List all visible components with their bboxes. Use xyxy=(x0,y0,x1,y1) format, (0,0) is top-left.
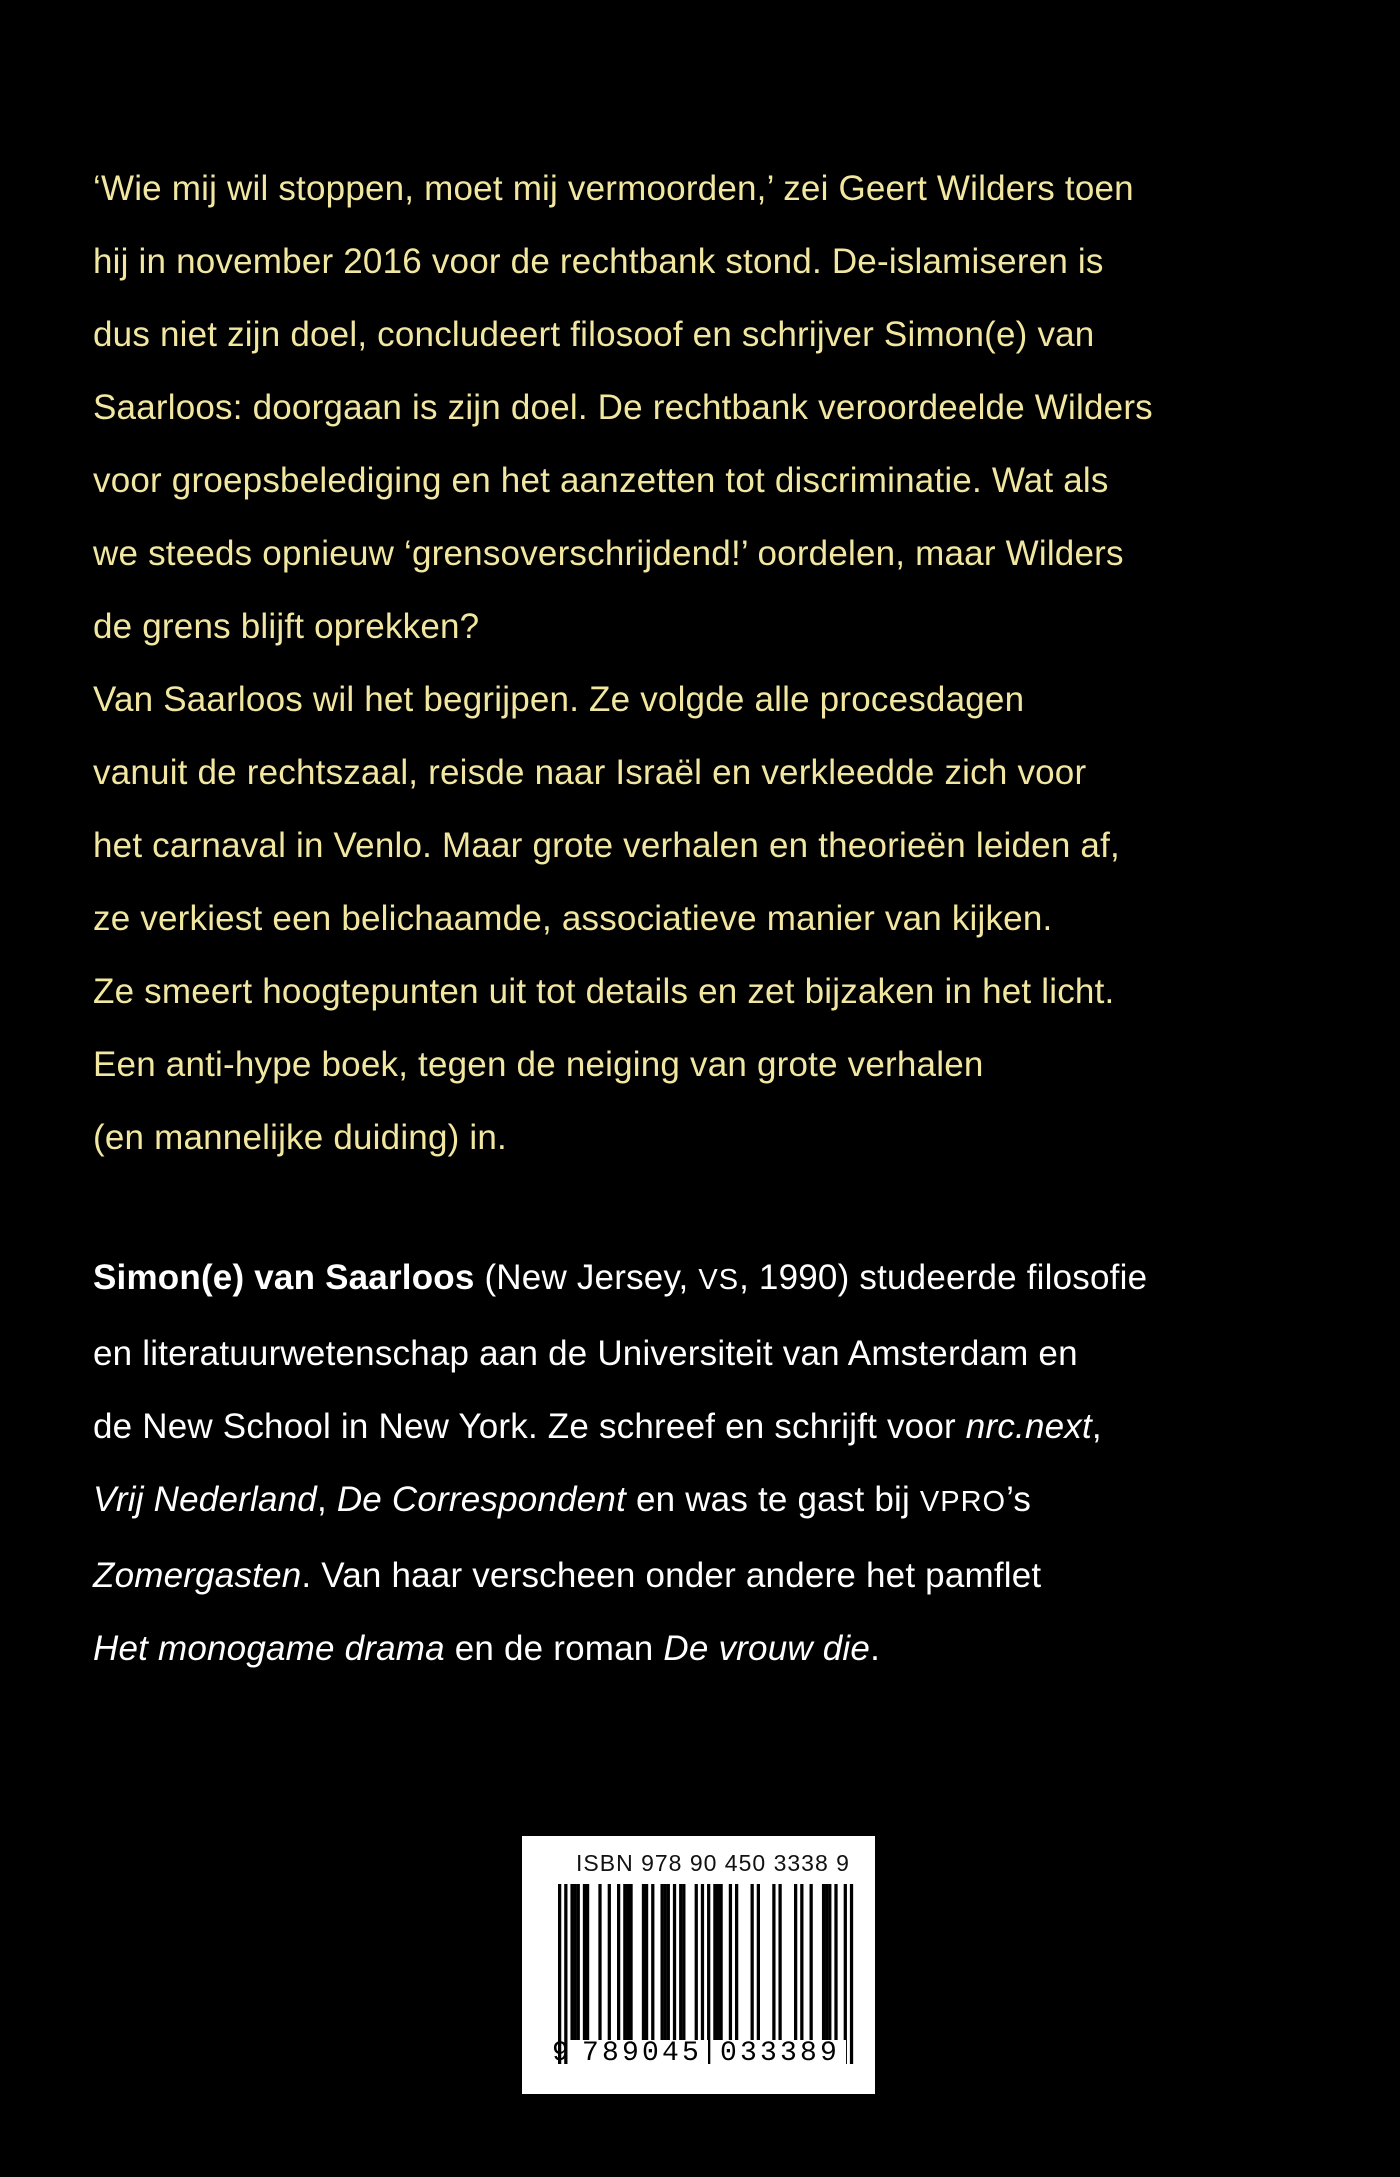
bio-line xyxy=(93,1463,1333,1539)
bio-line xyxy=(93,1612,1333,1685)
bio-text: (New Jersey, xyxy=(474,1258,699,1297)
blurb-line: vanuit de rechtszaal, reisde naar Israël en verkleedde zich voor xyxy=(93,753,1087,792)
blurb-line: de grens blijft oprekken? xyxy=(93,607,480,646)
book-title: Het monogame drama xyxy=(93,1629,445,1668)
broadcaster-name: VPRO xyxy=(919,1486,1007,1518)
blurb-line: ze verkiest een belichaamde, associatieve manier van kijken. xyxy=(93,899,1053,938)
bio-line xyxy=(93,1390,1333,1463)
blurb-line: Een anti-hype boek, tegen de neiging van grote verhalen xyxy=(93,1045,984,1084)
bio-line: en literatuurwetenschap aan de Universiteit van Amsterdam en xyxy=(93,1334,1078,1373)
bio-text: , xyxy=(1091,1407,1102,1446)
program-title: Zomergasten xyxy=(93,1556,302,1595)
publication-title: nrc.next xyxy=(965,1407,1092,1446)
isbn-label: ISBN 978 90 450 3338 9 xyxy=(576,1850,850,1876)
blurb-line: dus niet zijn doel, concludeert filosoof en schrijver Simon(e) van xyxy=(93,315,1095,354)
blurb-line: ‘Wie mij wil stoppen, moet mij vermoorden,’ zei Geert Wilders toen xyxy=(93,169,1134,208)
bio-text: de New School in New York. Ze schreef en schrijft voor xyxy=(93,1407,966,1446)
blurb-line: voor groepsbelediging en het aanzetten tot discriminatie. Wat als xyxy=(93,461,1109,500)
barcode-digits-left: 789045 xyxy=(582,2038,703,2069)
publication-title: Vrij Nederland xyxy=(93,1480,317,1519)
blurb-line: Ze smeert hoogtepunten uit tot details en zet bijzaken in het licht. xyxy=(93,972,1115,1011)
bio-text: ’s xyxy=(1006,1480,1032,1519)
bio-text: , xyxy=(316,1480,337,1519)
bio-text: . xyxy=(870,1629,881,1668)
blurb-line: hij in november 2016 voor de rechtbank stond. De-islamiseren is xyxy=(93,242,1104,281)
barcode-digits-right: 033389 xyxy=(720,2038,841,2069)
author-name: Simon(e) van Saarloos xyxy=(93,1258,475,1297)
publication-title: De Correspondent xyxy=(336,1480,627,1519)
bio-text: en was te gast bij xyxy=(626,1480,920,1519)
bio-text: , 1990) studeerde filosofie xyxy=(739,1258,1148,1297)
blurb-line: we steeds opnieuw ‘grensoverschrijdend!’ oordelen, maar Wilders xyxy=(93,534,1124,573)
barcode xyxy=(522,1836,875,2094)
barcode-digit-first: 9 xyxy=(552,2038,573,2069)
book-title: De vrouw die xyxy=(663,1629,871,1668)
blurb-line: het carnaval in Venlo. Maar grote verhalen en theorieën leiden af, xyxy=(93,826,1120,865)
bio-text: . Van haar verscheen onder andere het pamflet xyxy=(301,1556,1042,1595)
bio-text: en de roman xyxy=(444,1629,664,1668)
blurb-line: Van Saarloos wil het begrijpen. Ze volgde alle procesdagen xyxy=(93,680,1025,719)
barcode-digits xyxy=(522,1836,875,2094)
bio-country-abbr: VS xyxy=(698,1264,740,1296)
blurb-text xyxy=(93,152,1333,1174)
author-bio xyxy=(93,1241,1333,1685)
blurb-line: (en mannelijke duiding) in. xyxy=(93,1118,507,1157)
blurb-line: Saarloos: doorgaan is zijn doel. De rechtbank veroordeelde Wilders xyxy=(93,388,1153,427)
bio-line xyxy=(93,1539,1333,1612)
bio-line xyxy=(93,1241,1333,1317)
